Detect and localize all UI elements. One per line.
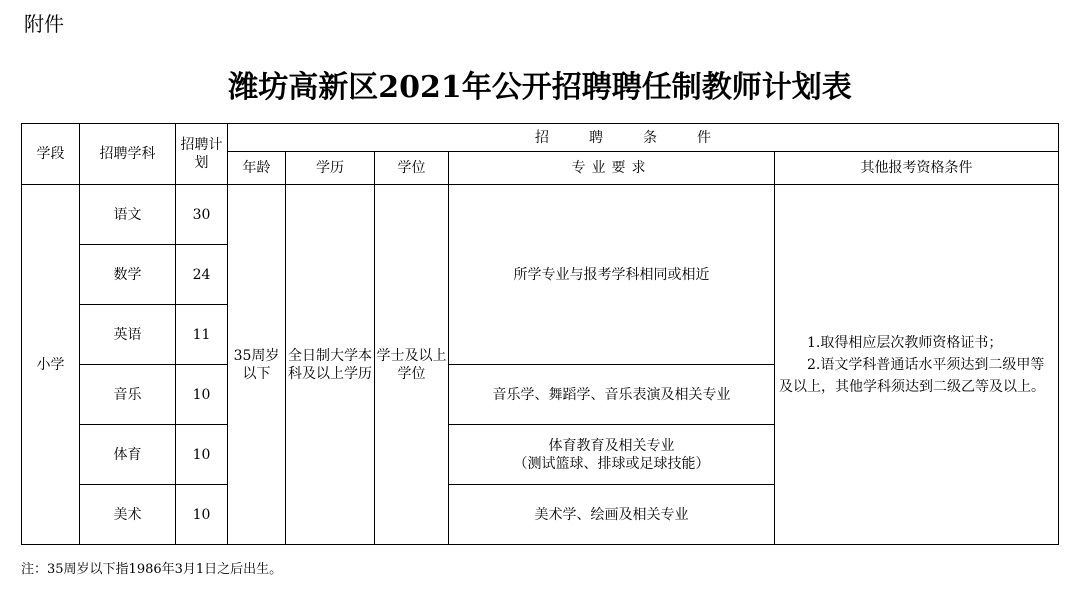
- major-pe-line-1: 体育教育及相关专业: [548, 437, 675, 454]
- subject-cell: 数学: [80, 245, 176, 305]
- subject-cell: 音乐: [80, 365, 176, 425]
- table-row: [22, 185, 1059, 245]
- header-other-requirement: 其他报考资格条件: [775, 152, 1059, 185]
- major-music-cell: 音乐学、舞蹈学、音乐表演及相关专业: [449, 365, 775, 425]
- other-requirement-cell: [775, 185, 1059, 545]
- header-education: 学历: [286, 152, 375, 185]
- count-cell: 11: [176, 305, 228, 365]
- major-pe-cell: [449, 425, 775, 485]
- subject-cell: 语文: [80, 185, 176, 245]
- subject-cell: 英语: [80, 305, 176, 365]
- attachment-label: 附件: [24, 12, 64, 36]
- degree-cell: 学士及以上学位: [375, 185, 449, 545]
- footnote: 注：35周岁以下指1986年3月1日之后出生。: [21, 562, 283, 577]
- count-cell: 10: [176, 485, 228, 545]
- header-subject: 招聘学科: [80, 124, 176, 185]
- major-pe-line-2: （测试篮球、排球或足球技能）: [513, 455, 710, 472]
- header-conditions: 招聘条件: [228, 124, 1059, 152]
- age-cell: 35周岁以下: [228, 185, 286, 545]
- subject-cell: 美术: [80, 485, 176, 545]
- count-cell: 10: [176, 425, 228, 485]
- recruitment-plan-table: [21, 123, 1059, 545]
- subject-cell: 体育: [80, 425, 176, 485]
- other-requirement-line-1: 1.取得相应层次教师资格证书；: [807, 334, 1003, 351]
- count-cell: 10: [176, 365, 228, 425]
- header-degree: 学位: [375, 152, 449, 185]
- header-stage: 学段: [22, 124, 80, 185]
- education-cell: 全日制大学本科及以上学历: [286, 185, 375, 545]
- header-plan: 招聘计划: [176, 124, 228, 185]
- header-major-requirement: 专业要求: [449, 152, 775, 185]
- count-cell: 30: [176, 185, 228, 245]
- count-cell: 24: [176, 245, 228, 305]
- page-title: 潍坊高新区2021年公开招聘聘任制教师计划表: [228, 70, 852, 105]
- header-row-1: [22, 124, 1059, 152]
- header-age: 年龄: [228, 152, 286, 185]
- stage-cell: 小学: [22, 185, 80, 545]
- other-requirement-line-2: 2.语文学科普通话水平须达到二级甲等及以上，其他学科须达到二级乙等及以上。: [779, 356, 1045, 395]
- major-art-cell: 美术学、绘画及相关专业: [449, 485, 775, 545]
- major-general-cell: 所学专业与报考学科相同或相近: [449, 185, 775, 365]
